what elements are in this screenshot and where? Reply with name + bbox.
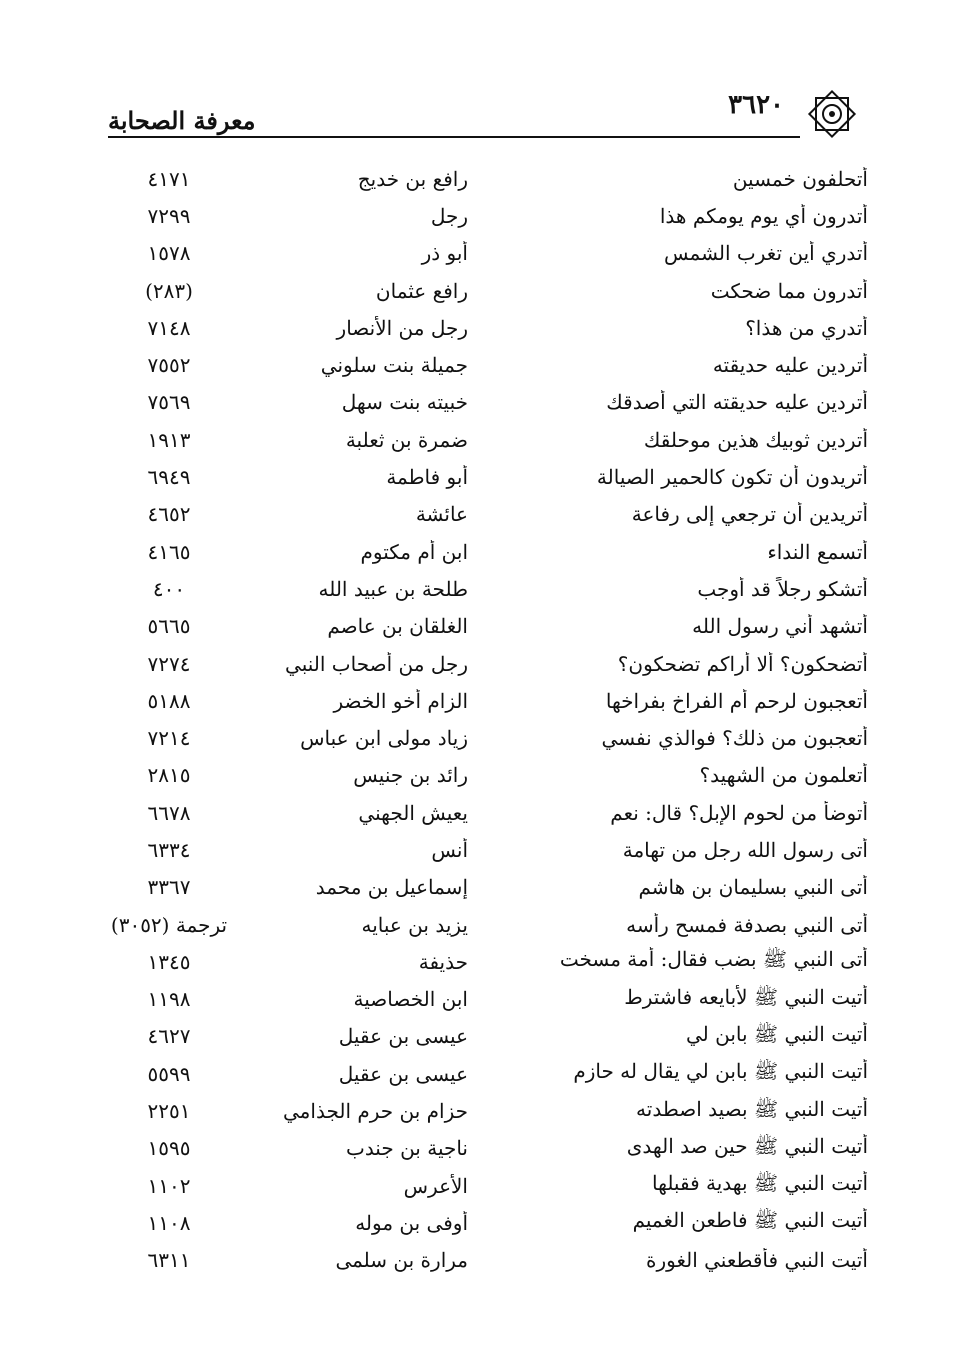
index-entry xyxy=(100,346,868,383)
index-entry xyxy=(100,384,868,421)
hadith-number: ٧٢٩٩ xyxy=(147,203,191,228)
hadith-number: ٦٩٤٩ xyxy=(147,465,191,490)
hadith-number: ٦٦٧٨ xyxy=(147,800,191,825)
narrator-name: أبو فاطمة xyxy=(386,465,468,490)
narrator-name: مرارة بن سلمى xyxy=(335,1248,468,1273)
index-entry xyxy=(100,496,868,533)
narrator-name: رجل من أصحاب النبي xyxy=(285,651,468,676)
narrator-name: الزام أخو الخضر xyxy=(333,688,468,713)
narrator-name: ضمرة بن ثعلبة xyxy=(345,427,468,452)
hadith-text: أتدرون مما ضحكت xyxy=(710,278,868,303)
index-entry xyxy=(100,1055,868,1092)
hadith-number: ١٩١٣ xyxy=(147,427,191,452)
hadith-number: ٤٦٢٧ xyxy=(147,1024,191,1049)
hadith-number: ١٥٩٥ xyxy=(147,1136,191,1161)
index-entry xyxy=(100,235,868,272)
index-entry xyxy=(100,1242,868,1279)
index-entry xyxy=(100,757,868,794)
index-entry xyxy=(100,458,868,495)
hadith-text: أتعجبون لرحم أم الفراخ بفراخها xyxy=(605,688,868,713)
hadith-number: (٢٨٣) xyxy=(145,278,193,303)
hadith-number: ٢٢٥١ xyxy=(147,1099,191,1124)
hadith-number: ٥٦٦٥ xyxy=(147,614,191,639)
hadith-text: أتدري من هذا؟ xyxy=(745,315,868,340)
hadith-text: أتى النبي بصدفة فمسح رأسه xyxy=(626,912,868,937)
page-header xyxy=(108,86,860,158)
hadith-number: ٧٢٧٤ xyxy=(147,651,191,676)
hadith-number: ١١٩٨ xyxy=(147,987,191,1012)
hadith-text: أتيت النبي ﷺ بابن لي xyxy=(686,1021,868,1046)
index-entry xyxy=(100,533,868,570)
index-entry xyxy=(100,1092,868,1129)
hadith-number: ترجمة (٣٠٥٢) xyxy=(110,912,228,937)
narrator-name: رافع بن خديج xyxy=(357,166,468,191)
hadith-text: أتيت النبي ﷺ بابن لي يقال له حازم xyxy=(573,1059,868,1084)
index-entry xyxy=(100,906,868,943)
index-entry xyxy=(100,943,868,980)
index-entry xyxy=(100,1130,868,1167)
narrator-name: رائد بن جنيس xyxy=(353,763,468,788)
index-entry xyxy=(100,645,868,682)
hadith-text: أتردين عليه حديقته xyxy=(712,353,868,378)
narrator-name: زياد مولى ابن عباس xyxy=(300,726,468,751)
hadith-text: أتى النبي بسليمان بن هاشم xyxy=(638,875,868,900)
index-entry xyxy=(100,794,868,831)
hadith-text: أتحلفون خمسين xyxy=(732,166,868,191)
narrator-name: ابن أم مكتوم xyxy=(360,539,468,564)
narrator-name: طلحة بن عبيد الله xyxy=(318,576,468,601)
book-title: معرفة الصحابة xyxy=(108,106,256,135)
narrator-name: الغلقان بن عاصم xyxy=(327,614,468,639)
hadith-text: أتيت النبي ﷺ بصيد اصطدته xyxy=(636,1096,868,1121)
index-entry xyxy=(100,1204,868,1241)
hadith-text: أتردين عليه حديقته التي أصدقك xyxy=(606,390,868,415)
hadith-text: أتشكو رجلاً قد أوجب xyxy=(697,576,868,601)
index-entry xyxy=(100,570,868,607)
hadith-number: ٤٠٠ xyxy=(152,576,186,601)
hadith-text: أتريدون أن تكون كالحمير الصيالة xyxy=(596,465,868,490)
hadith-number: ١١٠٢ xyxy=(147,1173,191,1198)
hadith-number: ٥٥٩٩ xyxy=(147,1061,191,1086)
index-entry xyxy=(100,272,868,309)
hadith-text: أتيت النبي ﷺ بهدية فقبلها xyxy=(652,1171,868,1196)
hadith-text: أتوضأ من لحوم الإبل؟ قال: نعم xyxy=(610,800,868,825)
index-entry xyxy=(100,1018,868,1055)
hadith-number: ٣٣٦٧ xyxy=(147,875,191,900)
narrator-name: عيسى بن عقيل xyxy=(338,1024,468,1049)
narrator-name: جميلة بنت سلوني xyxy=(320,353,468,378)
narrator-name: يزيد بن عبايه xyxy=(361,912,468,937)
hadith-number: ٧٥٥٢ xyxy=(147,353,191,378)
narrator-name: خبيته بنت سهل xyxy=(341,390,468,415)
hadith-text: أتضحكون؟ ألا أراكم تضحكون؟ xyxy=(617,651,868,676)
hadith-number: ٦٣١١ xyxy=(147,1248,191,1273)
hadith-text: أتسمع النداء xyxy=(767,539,868,564)
narrator-name: رجل من الأنصار xyxy=(336,315,468,340)
hadith-text: أتيت النبي فأقطعني الغورة xyxy=(645,1248,868,1273)
narrator-name: أوفى بن موله xyxy=(355,1210,468,1235)
narrator-name: أنس xyxy=(431,837,468,862)
hadith-text: أتريدين أن ترجعي إلى رفاعة xyxy=(631,502,868,527)
hadith-number: ٧٢١٤ xyxy=(147,726,191,751)
hadith-text: أتى النبي ﷺ بضب فقال: أمة مسخت xyxy=(559,947,868,972)
narrator-name: رافع عثمان xyxy=(375,278,468,303)
index-entry xyxy=(100,719,868,756)
narrator-name: حزام بن حرم الجذامي xyxy=(283,1099,468,1124)
narrator-name: إسماعيل بن محمد xyxy=(315,875,468,900)
index-entry xyxy=(100,608,868,645)
narrator-name: يعيش الجهني xyxy=(358,800,468,825)
hadith-number: ٥١٨٨ xyxy=(147,688,191,713)
hadith-text: أتيت النبي ﷺ لأبايعه فاشترط xyxy=(624,984,868,1009)
hadith-text: أتردين ثوبيك هذين موحلقك xyxy=(643,427,868,452)
hadith-number: ١١٠٨ xyxy=(147,1210,191,1235)
index-entry xyxy=(100,160,868,197)
hadith-number: ١٥٧٨ xyxy=(147,241,191,266)
index-entry xyxy=(100,682,868,719)
hadith-number: ٦٣٣٤ xyxy=(147,837,191,862)
index-entry xyxy=(100,309,868,346)
octagram-ornament-icon xyxy=(804,86,860,142)
header-divider xyxy=(108,136,800,138)
index-entry xyxy=(100,1167,868,1204)
hadith-text: أتدرون أي يوم يومكم هذا xyxy=(659,203,868,228)
page-number: ٣٦٢٠ xyxy=(728,90,784,120)
index-entry xyxy=(100,197,868,234)
narrator-name: ناجية بن جندب xyxy=(345,1136,468,1161)
hadith-number: ٤٦٥٢ xyxy=(147,502,191,527)
hadith-text: أتيت النبي ﷺ حين صد الهدى xyxy=(626,1133,868,1158)
hadith-text: أتيت النبي ﷺ فاطعن الغميم xyxy=(632,1208,868,1233)
index-entry xyxy=(100,869,868,906)
narrator-name: عائشة xyxy=(415,502,468,527)
index-entry xyxy=(100,981,868,1018)
hadith-number: ٤١٦٥ xyxy=(147,539,191,564)
narrator-name: رجل xyxy=(430,203,468,228)
index-entry-list xyxy=(100,160,868,1279)
hadith-text: أتعجبون من ذلك؟ فوالذي نفسي xyxy=(601,726,868,751)
narrator-name: الأعرس xyxy=(403,1173,468,1198)
narrator-name: عيسى بن عقيل xyxy=(338,1061,468,1086)
hadith-number: ٧٥٦٩ xyxy=(147,390,191,415)
narrator-name: أبو ذر xyxy=(421,241,468,266)
hadith-number: ٧١٤٨ xyxy=(147,315,191,340)
index-entry xyxy=(100,421,868,458)
narrator-name: حذيفة xyxy=(418,949,468,974)
hadith-text: أتى رسول الله رجل من تهامة xyxy=(622,837,868,862)
hadith-text: أتدري أين تغرب الشمس xyxy=(664,241,868,266)
hadith-text: أتشهد أني رسول الله xyxy=(692,614,868,639)
narrator-name: ابن الخصاصية xyxy=(353,987,468,1012)
hadith-number: ٢٨١٥ xyxy=(147,763,191,788)
hadith-number: ٤١٧١ xyxy=(147,166,191,191)
hadith-number: ١٣٤٥ xyxy=(147,949,191,974)
index-entry xyxy=(100,831,868,868)
hadith-text: أتعلمون من الشهيد؟ xyxy=(699,763,868,788)
